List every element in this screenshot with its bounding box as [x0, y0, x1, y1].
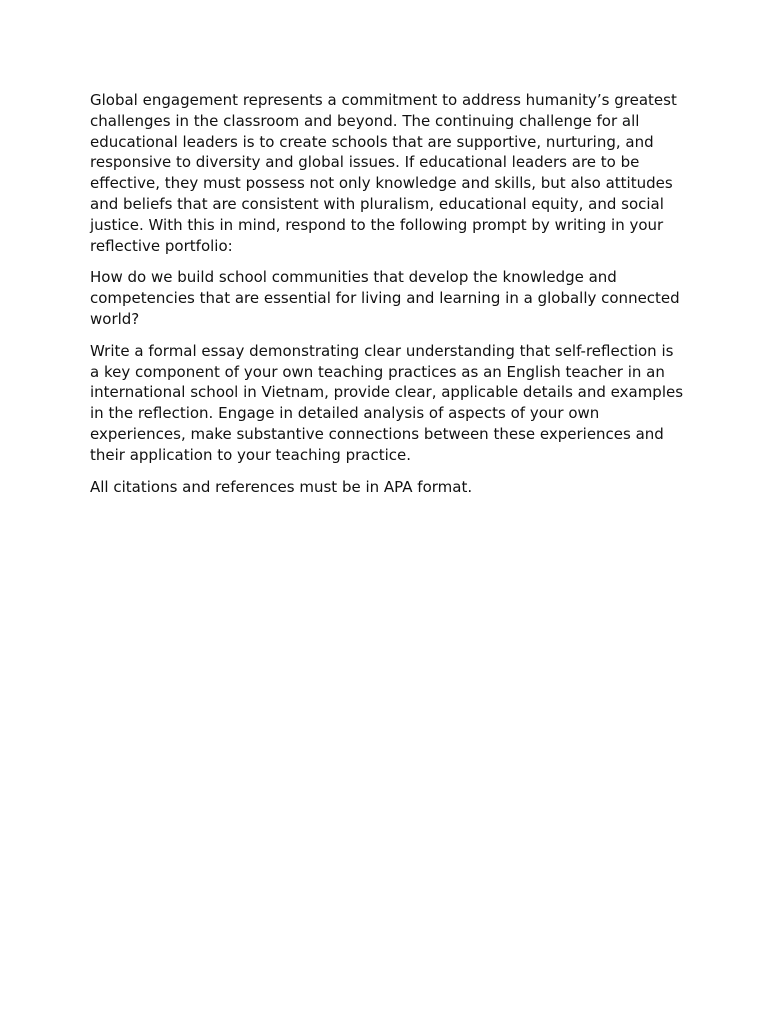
document-body	[90, 90, 684, 508]
paragraph-prompt-question: How do we build school communities that develop the knowledge and competencies that are essential for living and learning in a globally connected world?	[90, 268, 680, 328]
paragraph-intro: Global engagement represents a commitment to address humanity’s greatest challenges in the classroom and beyond. The continuing challenge for all educational leaders is to create schools that are supportive, nurturing, and responsive to diversity and global issues. If educational leaders are to be effective, they must possess not only knowledge and skills, but also attitudes and beliefs that are consistent with pluralism, educational equity, and social justice. With this in mind, respond to the following prompt by writing in your reflective portfolio:	[90, 91, 677, 255]
paragraph-citation-note: All citations and references must be in APA format.	[90, 477, 473, 496]
paragraph-essay-instructions: Write a formal essay demonstrating clear understanding that self-reflection is a key component of your own teaching practices as an English teacher in an international school in Vietnam, provide clear, applicable details and examples in the reflection. Engage in detailed analysis of aspects of your own experiences, make substantive connections between these experiences and their application to your teaching practice.	[90, 341, 684, 464]
